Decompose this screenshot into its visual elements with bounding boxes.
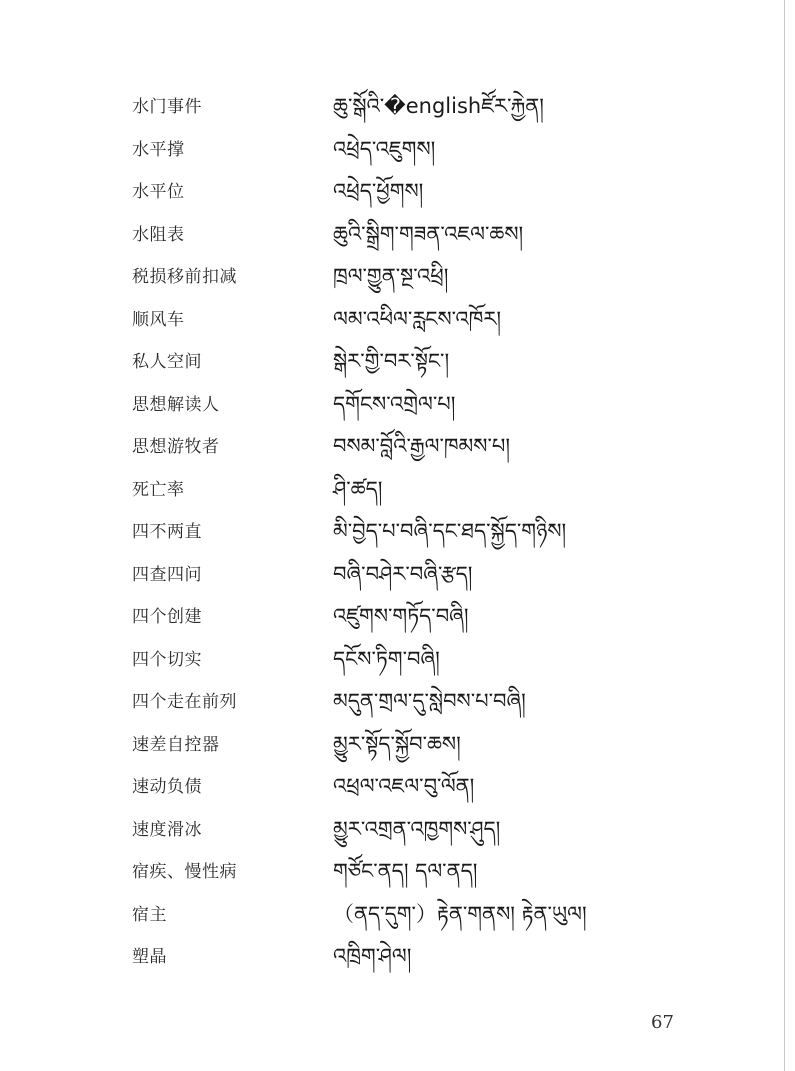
tibetan-translation: （ནད་དུག་）རྟེན་གནས། རྟེན་ཡུལ།: [333, 901, 587, 926]
glossary-entry: [0, 130, 795, 173]
tibetan-translation: མྱུར་སྟོད་སྐྱོབ་ཆས།: [333, 731, 461, 756]
glossary-entry: [0, 385, 795, 428]
chinese-term: 速度滑冰: [132, 819, 202, 840]
tibetan-translation: དགོངས་འགྲེལ་པ།: [333, 391, 456, 416]
chinese-term: 水门事件: [132, 97, 202, 117]
glossary-entry: [0, 852, 795, 895]
glossary-entry: [0, 215, 795, 258]
tibetan-translation: ཁྲལ་གྱུན་སྔ་འཕྲི།: [333, 264, 449, 288]
glossary-entry: [0, 172, 795, 215]
glossary-entry: [0, 512, 795, 555]
chinese-term: 宿主: [132, 904, 167, 925]
glossary-entry: [0, 937, 795, 980]
glossary-entry: [0, 640, 795, 683]
tibetan-translation: ཆུའི་སྒྲིག་གཟན་འཇལ་ཆས།: [333, 221, 524, 246]
tibetan-translation: འཛུགས་གཏོད་བཞི།: [333, 604, 469, 628]
tibetan-translation: ལམ་འཕིལ་རླངས་འཁོར།: [333, 306, 502, 331]
glossary-entry-list: [0, 87, 795, 980]
chinese-term: 水阻表: [132, 224, 185, 245]
glossary-entry: [0, 470, 795, 513]
chinese-term: 四不两直: [132, 522, 202, 542]
tibetan-translation: དངོས་ཏིག་བཞི།: [333, 646, 440, 671]
tibetan-translation: བསམ་བློའི་རྒྱལ་ཁམས་པ།: [333, 434, 511, 458]
tibetan-translation: སྒེར་གྱི་བར་སྟོང་།: [333, 349, 450, 373]
chinese-term: 顺风车: [132, 309, 185, 330]
tibetan-translation: གཙོང་ནད། དལ་ནད།: [333, 859, 478, 883]
tibetan-translation: མྱུར་འགྲན་འཁྱགས་ཤུད།: [333, 816, 501, 841]
chinese-term: 速动负债: [132, 777, 202, 797]
tibetan-translation: ཆུ་སྒོའི་�englishཛོར་རྐྱེན།: [333, 94, 544, 118]
chinese-term: 四个走在前列: [132, 692, 237, 712]
chinese-term: 死亡率: [132, 479, 185, 500]
chinese-term: 四个创建: [132, 607, 202, 627]
tibetan-translation: བཞི་བཤེར་བཞི་རྩད།: [333, 561, 473, 586]
glossary-entry: [0, 597, 795, 640]
tibetan-translation: འཕྲེད་ཕྱོགས།: [333, 179, 424, 203]
glossary-entry: [0, 342, 795, 385]
chinese-term: 思想游牧者: [132, 437, 220, 457]
glossary-entry: [0, 300, 795, 343]
page-number: 67: [651, 1012, 674, 1033]
tibetan-translation: འཕྲལ་འཇལ་བུ་ལོན།: [333, 774, 475, 798]
glossary-entry: [0, 257, 795, 300]
chinese-term: 水平撑: [132, 139, 185, 160]
tibetan-translation: མི་བྱེད་པ་བཞི་དང་ཐད་སྐྱོད་གཉིས།: [333, 519, 567, 543]
glossary-entry: [0, 810, 795, 853]
glossary-entry: [0, 725, 795, 768]
chinese-term: 宿疾、慢性病: [132, 862, 237, 882]
chinese-term: 四查四问: [132, 564, 202, 585]
chinese-term: 私人空间: [132, 352, 202, 372]
glossary-entry: [0, 555, 795, 598]
tibetan-translation: མདུན་གྲལ་དུ་སླེབས་པ་བཞི།: [333, 689, 526, 713]
glossary-entry: [0, 427, 795, 470]
tibetan-translation: འཕྲེད་འཇུགས།: [333, 136, 436, 161]
tibetan-translation: ཤི་ཚད།: [333, 476, 383, 501]
chinese-term: 塑晶: [132, 947, 167, 967]
chinese-term: 税损移前扣减: [132, 267, 237, 287]
glossary-entry: [0, 682, 795, 725]
glossary-entry: [0, 895, 795, 938]
chinese-term: 四个切实: [132, 649, 202, 670]
chinese-term: 速差自控器: [132, 734, 220, 755]
chinese-term: 思想解读人: [132, 394, 220, 415]
tibetan-translation: འཁྲིག་ཤེལ།: [333, 944, 412, 968]
glossary-entry: [0, 767, 795, 810]
glossary-entry: [0, 87, 795, 130]
chinese-term: 水平位: [132, 182, 185, 202]
